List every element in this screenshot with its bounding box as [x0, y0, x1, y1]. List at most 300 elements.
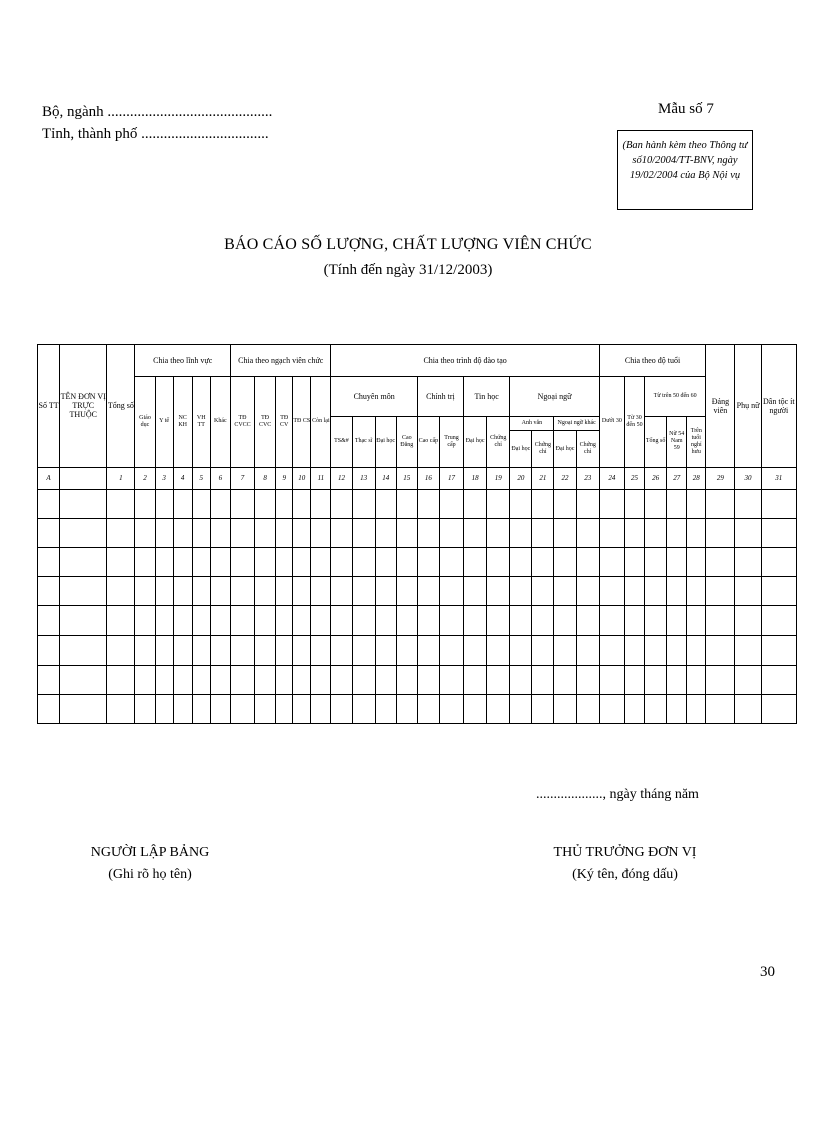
table-cell: [230, 577, 254, 606]
table-cell: [375, 489, 396, 518]
header-political: Chính trị: [417, 377, 463, 417]
table-cell: [352, 665, 375, 694]
report-title: BÁO CÁO SỐ LƯỢNG, CHẤT LƯỢNG VIÊN CHỨC: [224, 236, 592, 253]
table-cell: [375, 518, 396, 547]
index-cell: 26: [645, 467, 667, 489]
header-english-certificate: Chứng chỉ: [532, 431, 554, 467]
table-cell: [276, 577, 293, 606]
table-cell: [38, 489, 60, 518]
index-cell: 31: [761, 467, 796, 489]
table-cell: [155, 636, 173, 665]
index-cell: 20: [510, 467, 532, 489]
table-cell: [255, 636, 276, 665]
table-cell: [464, 694, 487, 723]
table-cell: [173, 518, 192, 547]
table-cell: [576, 548, 599, 577]
table-cell: [532, 577, 554, 606]
table-cell: [417, 665, 439, 694]
table-cell: [439, 548, 463, 577]
header-age-over-retirement: Trên tuổi nghỉ hưu: [687, 417, 706, 467]
table-row: [38, 665, 797, 694]
table-cell: [576, 489, 599, 518]
table-cell: [192, 518, 210, 547]
header-field-health: Y tế: [155, 377, 173, 467]
table-cell: [624, 606, 644, 636]
table-cell: [60, 665, 107, 694]
table-cell: [706, 694, 735, 723]
table-cell: [624, 694, 644, 723]
table-cell: [331, 489, 352, 518]
table-cell: [624, 665, 644, 694]
table-cell: [352, 518, 375, 547]
table-row: [38, 606, 797, 636]
preparer-signature-block: [60, 842, 240, 886]
table-cell: [554, 694, 576, 723]
index-cell: 24: [599, 467, 624, 489]
table-cell: [60, 489, 107, 518]
table-cell: [576, 694, 599, 723]
table-cell: [554, 489, 576, 518]
index-cell: 8: [255, 467, 276, 489]
table-cell: [417, 518, 439, 547]
table-cell: [230, 665, 254, 694]
table-cell: [599, 636, 624, 665]
table-cell: [599, 548, 624, 577]
header-field-education: Giáo dục: [135, 377, 155, 467]
table-cell: [487, 518, 510, 547]
table-cell: [311, 665, 331, 694]
table-cell: [107, 694, 135, 723]
table-cell: [135, 577, 155, 606]
table-cell: [735, 636, 761, 665]
table-cell: [107, 489, 135, 518]
table-cell: [687, 665, 706, 694]
table-cell: [645, 665, 667, 694]
table-cell: [667, 518, 687, 547]
table-cell: [624, 489, 644, 518]
table-cell: [255, 518, 276, 547]
index-cell: 12: [331, 467, 352, 489]
table-cell: [706, 665, 735, 694]
table-cell: [107, 577, 135, 606]
head-note: (Ký tên, đóng dấu): [572, 867, 678, 882]
table-cell: [706, 577, 735, 606]
table-cell: [510, 694, 532, 723]
table-cell: [276, 636, 293, 665]
table-cell: [210, 548, 230, 577]
header-other-language: Ngoại ngữ khác: [554, 417, 599, 431]
header-language: Ngoại ngữ: [510, 377, 600, 417]
table-cell: [464, 606, 487, 636]
header-it: Tin học: [464, 377, 510, 417]
table-cell: [706, 636, 735, 665]
table-cell: [293, 548, 311, 577]
page-number: 30: [760, 964, 775, 980]
table-cell: [510, 489, 532, 518]
table-cell: [554, 518, 576, 547]
table-cell: [706, 548, 735, 577]
table-cell: [107, 606, 135, 636]
table-cell: [352, 548, 375, 577]
table-cell: [687, 548, 706, 577]
table-cell: [735, 665, 761, 694]
table-cell: [293, 694, 311, 723]
table-row: [38, 694, 797, 723]
table-cell: [554, 606, 576, 636]
table-cell: [375, 636, 396, 665]
table-cell: [38, 577, 60, 606]
table-cell: [706, 606, 735, 636]
table-cell: [276, 548, 293, 577]
index-cell: 3: [155, 467, 173, 489]
table-cell: [135, 694, 155, 723]
table-cell: [210, 577, 230, 606]
table-cell: [554, 548, 576, 577]
header-rank-cvc: TĐ CVC: [255, 377, 276, 467]
table-cell: [276, 489, 293, 518]
table-cell: [38, 636, 60, 665]
table-cell: [599, 606, 624, 636]
table-cell: [667, 548, 687, 577]
table-cell: [155, 577, 173, 606]
table-cell: [135, 636, 155, 665]
table-row: [38, 489, 797, 518]
header-pol-advanced: Cao cấp: [417, 417, 439, 467]
table-cell: [173, 694, 192, 723]
table-cell: [487, 636, 510, 665]
table-cell: [576, 636, 599, 665]
table-cell: [464, 489, 487, 518]
column-index-row: [38, 467, 797, 489]
table-cell: [311, 694, 331, 723]
table-cell: [761, 489, 796, 518]
table-cell: [173, 606, 192, 636]
table-cell: [230, 489, 254, 518]
table-cell: [599, 665, 624, 694]
table-cell: [554, 636, 576, 665]
table-cell: [107, 636, 135, 665]
index-cell: 15: [396, 467, 417, 489]
index-cell: 19: [487, 467, 510, 489]
index-cell: 2: [135, 467, 155, 489]
table-cell: [352, 577, 375, 606]
index-cell: [60, 467, 107, 489]
table-cell: [230, 606, 254, 636]
index-cell: 18: [464, 467, 487, 489]
table-cell: [192, 548, 210, 577]
table-cell: [331, 665, 352, 694]
table-cell: [135, 489, 155, 518]
table-cell: [230, 694, 254, 723]
table-cell: [173, 665, 192, 694]
header-age-total: Tổng số: [645, 417, 667, 467]
table-cell: [761, 665, 796, 694]
table-cell: [645, 606, 667, 636]
table-cell: [761, 577, 796, 606]
table-cell: [192, 694, 210, 723]
table-cell: [293, 606, 311, 636]
table-cell: [155, 665, 173, 694]
table-cell: [599, 489, 624, 518]
table-cell: [155, 489, 173, 518]
table-cell: [439, 665, 463, 694]
table-cell: [293, 518, 311, 547]
table-cell: [311, 518, 331, 547]
table-cell: [331, 694, 352, 723]
table-cell: [645, 694, 667, 723]
table-cell: [192, 489, 210, 518]
table-cell: [510, 577, 532, 606]
head-signature-block: [520, 842, 730, 886]
table-cell: [255, 606, 276, 636]
table-cell: [439, 694, 463, 723]
head-title: THỦ TRƯỞNG ĐƠN VỊ: [553, 845, 697, 860]
table-cell: [645, 518, 667, 547]
table-cell: [464, 665, 487, 694]
header-left: [42, 101, 272, 145]
header-stt: Số TT: [38, 345, 60, 468]
table-cell: [396, 548, 417, 577]
header-english: Anh văn: [510, 417, 554, 431]
index-cell: 11: [311, 467, 331, 489]
table-cell: [645, 577, 667, 606]
table-cell: [687, 489, 706, 518]
table-cell: [230, 518, 254, 547]
header-by-education: Chia theo trình độ đào tạo: [331, 345, 599, 377]
table-cell: [331, 636, 352, 665]
header-by-rank: Chia theo ngạch viên chức: [230, 345, 330, 377]
table-cell: [417, 606, 439, 636]
table-cell: [624, 577, 644, 606]
table-cell: [107, 518, 135, 547]
header-it-certificate: Chứng chỉ: [487, 417, 510, 467]
table-cell: [375, 694, 396, 723]
header-other-university: Đại học: [554, 431, 576, 467]
table-cell: [510, 606, 532, 636]
table-cell: [532, 518, 554, 547]
table-cell: [761, 548, 796, 577]
table-cell: [210, 636, 230, 665]
table-row: [38, 636, 797, 665]
table-cell: [173, 548, 192, 577]
table-cell: [38, 606, 60, 636]
report-subtitle: (Tính đến ngày 31/12/2003): [323, 262, 493, 278]
index-cell: 29: [706, 467, 735, 489]
table-cell: [396, 489, 417, 518]
table-cell: [532, 548, 554, 577]
table-cell: [667, 606, 687, 636]
table-cell: [735, 694, 761, 723]
table-cell: [331, 518, 352, 547]
header-professional: Chuyên môn: [331, 377, 417, 417]
table-cell: [624, 518, 644, 547]
table-cell: [60, 577, 107, 606]
table-cell: [192, 636, 210, 665]
table-cell: [599, 577, 624, 606]
table-cell: [210, 489, 230, 518]
province-line: Tỉnh, thành phố ..................................: [42, 126, 269, 142]
index-cell: 9: [276, 467, 293, 489]
table-cell: [645, 489, 667, 518]
table-cell: [276, 518, 293, 547]
table-cell: [761, 606, 796, 636]
table-cell: [706, 518, 735, 547]
index-cell: 16: [417, 467, 439, 489]
index-cell: 21: [532, 467, 554, 489]
index-cell: 1: [107, 467, 135, 489]
table-cell: [311, 577, 331, 606]
table-cell: [396, 694, 417, 723]
header-it-university: Đại học: [464, 417, 487, 467]
table-cell: [276, 606, 293, 636]
index-cell: 6: [210, 467, 230, 489]
table-cell: [60, 636, 107, 665]
table-cell: [210, 518, 230, 547]
table-cell: [352, 694, 375, 723]
header-by-age: Chia theo độ tuổi: [599, 345, 706, 377]
table-cell: [155, 606, 173, 636]
header-total: Tổng số: [107, 345, 135, 468]
table-cell: [331, 606, 352, 636]
table-cell: [375, 665, 396, 694]
table-cell: [210, 665, 230, 694]
table-cell: [687, 518, 706, 547]
table-cell: [624, 548, 644, 577]
table-cell: [293, 665, 311, 694]
index-cell: 7: [230, 467, 254, 489]
table-cell: [311, 606, 331, 636]
table-cell: [352, 606, 375, 636]
table-cell: [532, 606, 554, 636]
header-rank-cvcc: TĐ CVCC: [230, 377, 254, 467]
header-age-under-30: Dưới 30: [599, 377, 624, 467]
table-cell: [554, 577, 576, 606]
header-party-member: Đảng viên: [706, 345, 735, 468]
header-rank-cv: TĐ CV: [276, 377, 293, 467]
header-prof-master: Thạc sĩ: [352, 417, 375, 467]
table-cell: [599, 518, 624, 547]
table-cell: [293, 489, 311, 518]
table-cell: [396, 606, 417, 636]
table-cell: [510, 518, 532, 547]
table-cell: [532, 636, 554, 665]
table-cell: [293, 636, 311, 665]
index-cell: 13: [352, 467, 375, 489]
table-cell: [687, 606, 706, 636]
table-cell: [532, 489, 554, 518]
table-cell: [331, 548, 352, 577]
header-age-female54-male59: Nữ 54 Nam 59: [667, 417, 687, 467]
header-rank-remaining: Còn lại: [311, 377, 331, 467]
table-cell: [276, 694, 293, 723]
table-cell: [255, 577, 276, 606]
table-cell: [230, 548, 254, 577]
table-cell: [464, 636, 487, 665]
table-cell: [173, 636, 192, 665]
table-cell: [135, 518, 155, 547]
table-cell: [255, 694, 276, 723]
header-prof-doctorate: TS&#: [331, 417, 352, 467]
index-cell: 14: [375, 467, 396, 489]
table-cell: [667, 665, 687, 694]
table-cell: [576, 606, 599, 636]
preparer-title: NGƯỜI LẬP BẢNG: [90, 845, 210, 860]
table-cell: [761, 636, 796, 665]
table-cell: [417, 577, 439, 606]
table-cell: [735, 548, 761, 577]
date-line: ..................., ngày tháng năm: [536, 787, 699, 802]
table-cell: [107, 665, 135, 694]
table-cell: [60, 606, 107, 636]
table-cell: [487, 606, 510, 636]
table-row: [38, 518, 797, 547]
table-cell: [417, 548, 439, 577]
table-cell: [667, 694, 687, 723]
table-cell: [107, 548, 135, 577]
header-unit-name: TÊN ĐƠN VỊ TRỰC THUỘC: [60, 345, 107, 468]
index-cell: 23: [576, 467, 599, 489]
form-number: Mẫu số 7: [658, 101, 714, 117]
header-other-certificate: Chứng chỉ: [576, 431, 599, 467]
table-row: [38, 577, 797, 606]
table-cell: [135, 665, 155, 694]
header-ethnic-minority: Dân tộc ít người: [761, 345, 796, 468]
index-cell: 28: [687, 467, 706, 489]
table-cell: [735, 577, 761, 606]
report-table: [37, 344, 797, 724]
table-cell: [192, 606, 210, 636]
index-cell: A: [38, 467, 60, 489]
table-cell: [687, 577, 706, 606]
table-cell: [396, 636, 417, 665]
header-field-culture: VH TT: [192, 377, 210, 467]
table-cell: [464, 518, 487, 547]
index-cell: 25: [624, 467, 644, 489]
table-cell: [255, 665, 276, 694]
table-cell: [60, 518, 107, 547]
index-cell: 17: [439, 467, 463, 489]
table-cell: [173, 577, 192, 606]
table-cell: [417, 489, 439, 518]
table-cell: [487, 489, 510, 518]
table-cell: [396, 577, 417, 606]
table-cell: [510, 636, 532, 665]
table-cell: [532, 694, 554, 723]
index-cell: 30: [735, 467, 761, 489]
table-cell: [439, 518, 463, 547]
table-cell: [352, 636, 375, 665]
table-cell: [135, 548, 155, 577]
table-cell: [667, 577, 687, 606]
table-cell: [487, 548, 510, 577]
preparer-note: (Ghi rõ họ tên): [108, 867, 192, 882]
header-field-other: Khác: [210, 377, 230, 467]
table-cell: [439, 577, 463, 606]
table-cell: [464, 548, 487, 577]
index-cell: 27: [667, 467, 687, 489]
table-cell: [38, 548, 60, 577]
table-cell: [645, 636, 667, 665]
table-cell: [155, 694, 173, 723]
table-cell: [255, 489, 276, 518]
table-cell: [761, 518, 796, 547]
table-cell: [230, 636, 254, 665]
header-rank-cs: TĐ CS: [293, 377, 311, 467]
table-cell: [554, 665, 576, 694]
table-cell: [375, 548, 396, 577]
header-age-30-50: Từ 30 đến 50: [624, 377, 644, 467]
table-cell: [38, 665, 60, 694]
